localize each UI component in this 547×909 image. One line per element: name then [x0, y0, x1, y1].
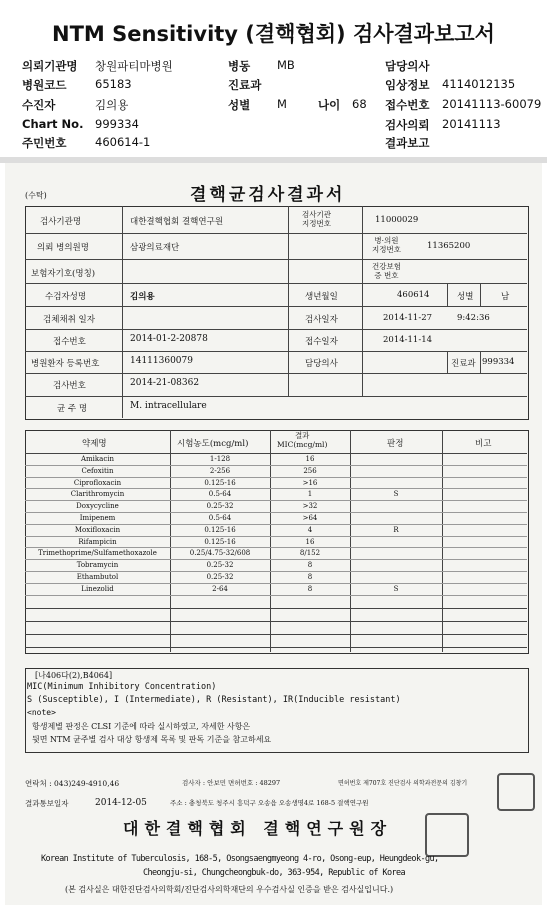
request-label: 검사의뢰 — [385, 118, 430, 132]
empty-row-line — [25, 621, 527, 622]
drug-range-cell: 0.125-16 — [204, 537, 236, 546]
doc-title: 결핵균검사결과서 — [190, 185, 346, 205]
r9-value: M. intracellulare — [130, 401, 207, 411]
drug-row-line — [25, 500, 527, 501]
r1-label: 검사기관명 — [40, 217, 82, 227]
chart-value: 999334 — [95, 117, 139, 131]
r3-label: 보험자기호(명칭) — [31, 269, 96, 279]
drug-range-cell: 0.125-16 — [204, 525, 236, 534]
drug-row-line — [25, 536, 527, 537]
drug-name-cell: Moxifloxacin — [74, 525, 121, 534]
code-value: 65183 — [95, 77, 132, 91]
footer-address: 주소 : 충청북도 청주시 흥덕구 오송읍 오송생명4로 168-5 결핵연구원 — [170, 799, 369, 807]
drug-name-cell: Cefoxitin — [81, 466, 114, 475]
note-line-5: 항생제별 판정은 CLSI 기준에 따라 실시하였고, 자세한 사항은 — [32, 722, 251, 731]
drug-row-line — [25, 477, 527, 478]
report-title: NTM Sensitivity (결핵협회) 검사결과보고서 — [52, 22, 495, 46]
chart-label: Chart No. — [22, 117, 84, 131]
r8-label: 검사번호 — [53, 381, 86, 391]
drug-mic-cell: >64 — [302, 514, 318, 522]
footer-license: 면허번호 제707호 진단검사 의학과전문의 김창기 — [338, 780, 468, 787]
drug-range-cell: 0.25-32 — [206, 573, 234, 581]
r8-value: 2014-21-08362 — [130, 378, 200, 388]
dept-label: 진료과 — [228, 78, 262, 92]
drug-name-cell: Ethambutol — [76, 573, 119, 581]
note-line-4: <note> — [27, 708, 56, 717]
patient-value: 김의용 — [95, 98, 129, 112]
r2-right: 11365200 — [427, 241, 471, 251]
code-label: 병원코드 — [22, 78, 67, 92]
r5-label: 검체채취 일자 — [43, 315, 95, 325]
seal-stamp-main — [425, 813, 469, 857]
drug-name-cell: Imipenem — [79, 514, 116, 522]
r1-value: 대한결핵협회 결핵연구원 — [130, 217, 224, 227]
drug-mic-cell: >16 — [302, 478, 318, 487]
r4-sex-value: 남 — [501, 292, 510, 302]
sex-label: 성별 — [228, 98, 251, 112]
th-range: 시험농도(mcg/ml) — [177, 439, 249, 449]
clinical-value: 4114012135 — [442, 77, 516, 91]
report-header — [0, 55, 547, 150]
doctor-label: 담당의사 — [385, 59, 430, 73]
note-line-6: 뒷면 NTM 균주별 검사 대상 항생제 목록 및 판독 기준을 참고하세요 — [32, 735, 272, 744]
drug-range-cell: 0.125-16 — [204, 478, 236, 487]
sex-value: M — [277, 97, 287, 111]
drug-mic-cell: 8/152 — [299, 549, 321, 558]
r9-label: 균 주 명 — [57, 404, 88, 414]
drug-range-cell: 0.5-64 — [208, 490, 232, 499]
drug-range-cell: 0.25/4.75-32/608 — [189, 549, 251, 558]
drug-row-line — [25, 583, 527, 584]
r4-right: 460614 — [397, 290, 430, 300]
drug-range-cell: 1-128 — [209, 455, 231, 463]
r2-label: 의뢰 병의원명 — [37, 243, 89, 253]
r7-mid: 담당의사 — [305, 359, 338, 369]
th-note: 비고 — [475, 439, 492, 449]
rrn-value: 460614-1 — [95, 135, 151, 149]
footer-contact: 연락처 : 043)249-4910,46 — [25, 779, 120, 788]
drug-row-line — [25, 465, 527, 466]
drug-row-line — [25, 571, 527, 572]
drug-mic-cell: 8 — [307, 584, 313, 593]
report-label: 결과보고 — [385, 136, 430, 150]
drug-name-cell: Clarithromycin — [70, 490, 125, 499]
note-line-2: MIC(Minimum Inhibitory Concentration) — [27, 682, 217, 692]
address-en-1: Korean Institute of Tuberculosis, 168-5, Osongsaengmyeong 4-ro, Osong-eup, Heungdeok-gu, — [41, 854, 439, 864]
drug-range-cell: 2-256 — [209, 466, 231, 475]
drug-mic-cell: 4 — [307, 525, 313, 534]
empty-row-line — [25, 647, 527, 648]
r4-value: 김의용 — [130, 292, 155, 302]
form-number: (수탁) — [25, 191, 47, 200]
th-mic: 결과 MIC(mcg/ml) — [277, 431, 328, 449]
r6-mid: 접수일자 — [305, 337, 338, 347]
footer-examiner: 검사자 : 안보민 면허번호 : 48297 — [182, 779, 281, 787]
drug-name-cell: Trimethoprime/Sulfamethoxazole — [38, 549, 157, 558]
r5-right: 2014-11-27 — [383, 313, 433, 323]
r6-value: 2014-01-2-20878 — [130, 334, 208, 344]
drug-judge-cell: S — [393, 490, 399, 499]
org-name: 대한결핵협회 결핵연구원장 — [123, 819, 393, 838]
drug-name-cell: Amikacin — [80, 455, 114, 463]
drug-mic-cell: 8 — [307, 573, 313, 581]
r7-dept-value: 999334 — [482, 357, 515, 367]
drug-name-cell: Rifampicin — [78, 537, 117, 546]
age-value: 68 — [352, 97, 367, 111]
drug-row-line — [25, 547, 527, 548]
patient-label: 수진자 — [22, 98, 56, 112]
drug-row-line — [25, 512, 527, 513]
note-line-1: [나406다(2),B4064] — [35, 671, 113, 680]
r4-label: 수검자성명 — [45, 292, 87, 302]
r7-dept: 진료과 — [451, 359, 476, 369]
drug-mic-cell: 8 — [307, 561, 313, 570]
footer-date-label: 결과통보일자 — [25, 799, 69, 808]
ward-value: MB — [277, 58, 295, 72]
th-judge: 판정 — [387, 439, 404, 449]
scanned-report — [5, 163, 542, 905]
r2-mid: 병·의원 지정번호 — [372, 236, 401, 254]
r4-sex-label: 성별 — [457, 292, 474, 302]
hospital-value: 창원파티마병원 — [95, 59, 173, 73]
footer-date: 2014-12-05 — [95, 798, 147, 808]
r6-label: 접수번호 — [53, 337, 86, 347]
drug-mic-cell: 16 — [305, 455, 315, 463]
drug-name-cell: Doxycycline — [76, 502, 119, 511]
drug-row-line — [25, 595, 527, 596]
r4-mid: 생년월일 — [305, 292, 338, 302]
drug-range-cell: 0.25-32 — [206, 561, 234, 570]
info-table — [25, 206, 529, 420]
drug-row-line — [25, 488, 527, 489]
receipt-label: 접수번호 — [385, 98, 430, 112]
hospital-label: 의뢰기관명 — [22, 59, 78, 73]
r3-mid: 건강보험 증 번호 — [372, 262, 401, 280]
certification-note: (본 검사실은 대한진단검사의학회/진단검사의학재단의 우수검사실 인증을 받은 검사실입니다.) — [65, 885, 394, 894]
drug-mic-cell: 1 — [307, 490, 313, 499]
drug-judge-cell: R — [393, 525, 399, 534]
rrn-label: 주민번호 — [22, 136, 67, 150]
drug-range-cell: 0.25-32 — [206, 502, 234, 511]
r1-mid: 검사기관 지정번호 — [302, 210, 331, 228]
r5-time: 9:42:36 — [457, 313, 490, 323]
drug-row-line — [25, 524, 527, 525]
address-en-2: Cheongju-si, Chungcheongbuk-do, 363-954, Republic of Korea — [143, 868, 406, 878]
drug-mic-cell: 16 — [305, 537, 315, 546]
drug-range-cell: 2-64 — [212, 584, 228, 593]
clinical-label: 임상정보 — [385, 78, 430, 92]
age-label: 나이 — [318, 98, 341, 112]
seal-stamp-top — [497, 773, 535, 811]
r7-label: 병원환자 등록번호 — [31, 359, 100, 369]
drug-name-cell: Tobramycin — [76, 561, 119, 570]
drug-mic-cell: 256 — [303, 466, 317, 475]
r2-value: 삼광의료재단 — [130, 243, 180, 253]
drug-range-cell: 0.5-64 — [208, 514, 232, 522]
request-value: 20141113 — [442, 117, 501, 131]
th-drug: 약제명 — [82, 439, 107, 449]
drug-name-cell: Linezolid — [81, 584, 114, 593]
drug-judge-cell: S — [393, 584, 399, 593]
empty-row-line — [25, 608, 527, 609]
receipt-value: 20141113-60079 — [442, 97, 542, 111]
r6-right: 2014-11-14 — [383, 335, 433, 345]
drug-mic-cell: >32 — [302, 502, 318, 511]
r5-mid: 검사일자 — [305, 315, 338, 325]
empty-row-line — [25, 634, 527, 635]
r1-right: 11000029 — [375, 215, 419, 225]
ward-label: 병동 — [228, 59, 251, 73]
note-line-3: S (Susceptible), I (Intermediate), R (Resistant), IR(Inducible resistant) — [27, 695, 401, 705]
drug-name-cell: Ciprofloxacin — [73, 478, 122, 487]
drug-row-line — [25, 559, 527, 560]
r7-value: 14111360079 — [130, 356, 193, 366]
